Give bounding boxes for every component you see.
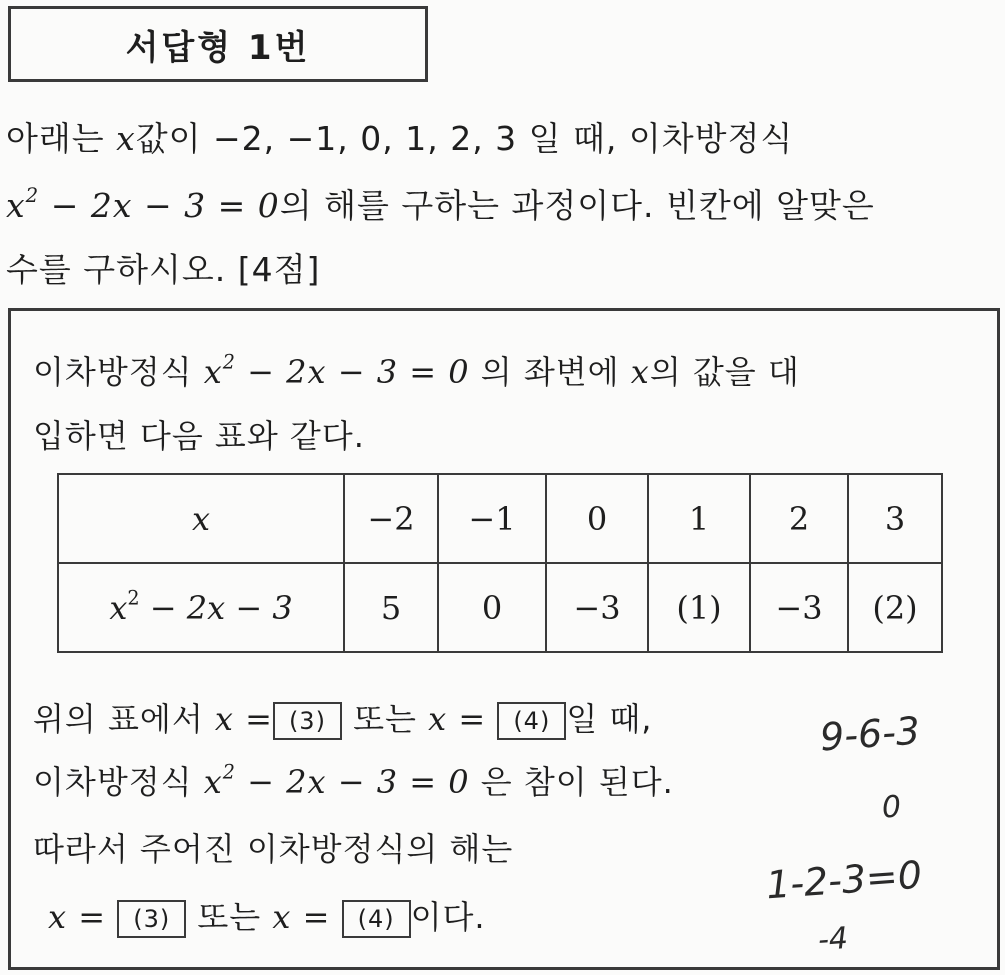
table-cell: −3 bbox=[750, 563, 848, 652]
handwritten-note: 0 bbox=[880, 789, 903, 826]
question-line-2 bbox=[6, 180, 875, 227]
question-line-1 bbox=[6, 113, 793, 160]
question-text: 의 해를 구하는 과정이다. 빈칸에 알맞은 bbox=[279, 186, 875, 225]
table-header-cell: 1 bbox=[648, 474, 750, 563]
question-title-box bbox=[8, 6, 428, 82]
table-header-cell: x bbox=[58, 474, 344, 563]
panel-intro-line-2: 입하면 다음 표와 같다. bbox=[33, 417, 365, 455]
panel-after-line-2: 이차방정식 $x^2 - 2x - 3 = 0$ 은 참이 된다. bbox=[33, 760, 674, 801]
panel-after-line-3: 따라서 주어진 이차방정식의 해는 bbox=[33, 830, 514, 868]
panel-after-line-4: x = (3) 또는 x = (4) 이다. bbox=[48, 898, 486, 936]
table-row-label: $x^2 - 2x - 3$ bbox=[58, 563, 344, 652]
blank-3: (3) bbox=[273, 702, 342, 740]
question-text: 아래는 bbox=[6, 119, 117, 158]
math-variable: x bbox=[116, 119, 136, 158]
blank-4: (4) bbox=[497, 702, 566, 740]
handwritten-note: 1-2-3=0 bbox=[764, 852, 924, 908]
equation: $x^2 - 2x - 3 = 0$ bbox=[203, 760, 470, 801]
panel-after-line-1: 위의 표에서 x = (3) 또는 x = (4) 일 때, bbox=[33, 700, 653, 738]
blank-4: (4) bbox=[342, 900, 411, 938]
table-cell: 0 bbox=[438, 563, 546, 652]
table-header-cell: −1 bbox=[438, 474, 546, 563]
question-title: 서답형 1번 bbox=[125, 27, 311, 68]
question-line-3: 수를 구하시오. [4점] bbox=[6, 250, 321, 289]
table-cell-blank: (1) bbox=[648, 563, 750, 652]
table-row bbox=[58, 474, 942, 563]
handwritten-note: -4 bbox=[816, 920, 850, 959]
equation: $x^2 - 2x - 3 = 0$ bbox=[6, 184, 280, 225]
table-header-cell: 0 bbox=[546, 474, 648, 563]
table-header-cell: 2 bbox=[750, 474, 848, 563]
blank-3: (3) bbox=[117, 900, 186, 938]
table-header-cell: 3 bbox=[848, 474, 942, 563]
table-row bbox=[58, 563, 942, 652]
table-header-cell: −2 bbox=[344, 474, 438, 563]
question-text: 값이 −2, −1, 0, 1, 2, 3 일 때, 이차방정식 bbox=[135, 119, 794, 158]
table-cell: 5 bbox=[344, 563, 438, 652]
table-cell-blank: (2) bbox=[848, 563, 942, 652]
handwritten-note: 9-6-3 bbox=[818, 708, 922, 760]
equation: $x^2 - 2x - 3 = 0$ bbox=[203, 350, 470, 391]
values-table bbox=[57, 473, 943, 653]
table-cell: −3 bbox=[546, 563, 648, 652]
panel-intro-line-1: 이차방정식 $x^2 - 2x - 3 = 0$ 의 좌변에 x의 값을 대 bbox=[33, 350, 800, 391]
